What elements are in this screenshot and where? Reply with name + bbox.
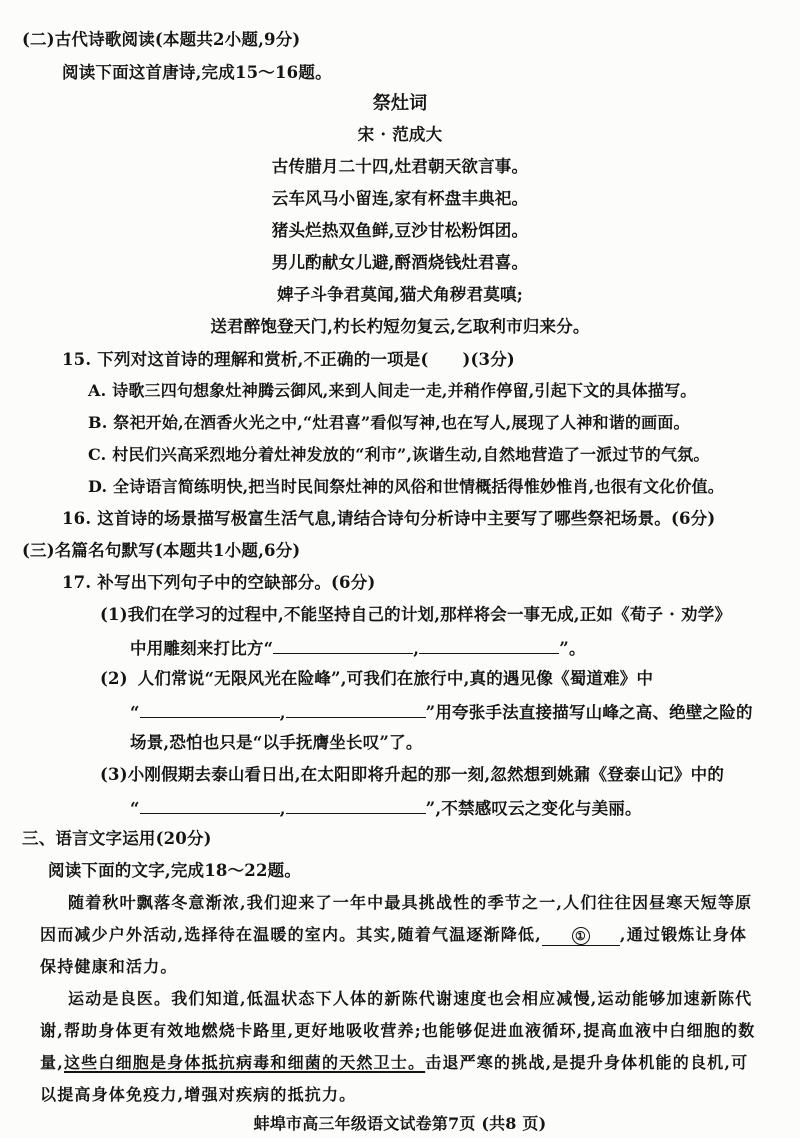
- poem-author: 宋 · 范成大: [357, 125, 443, 144]
- poem-title: 祭灶词: [372, 93, 428, 114]
- q17-item2-line3: 场景,恐怕也只是“以手抚膺坐长叹”了。: [130, 733, 423, 752]
- q17-item3-blank-1[interactable]: [140, 797, 280, 814]
- q15-stem-text: 15. 下列对这首诗的理解和赏析,不正确的一项是(: [62, 350, 429, 369]
- passage-text: ,通过锻炼让身体: [619, 925, 748, 944]
- passage-p1-line1: 随着秋叶飘落冬意渐浓,我们迎来了一年中最具挑战性的季节之一,人们往往因昼寒天短等原: [68, 893, 753, 912]
- part3-heading: 三、语言文字运用(20分): [22, 829, 212, 848]
- q17-item2-blank-2[interactable]: [286, 701, 426, 718]
- q17-item3-line1: (3)小刚假期去泰山看日出,在太阳即将升起的那一刻,忽然想到姚鼐《登泰山记》中的: [100, 765, 725, 784]
- open-quote: “: [130, 703, 140, 722]
- q17-item1-blank-2[interactable]: [419, 637, 559, 654]
- q16-stem: 16. 这首诗的场景描写极富生活气息,请结合诗句分析诗中主要写了哪些祭祀场景。(6分): [62, 509, 716, 528]
- q17-item1-line2: [130, 637, 586, 659]
- underlined-sentence: 这些白细胞是身体抵抗病毒和细菌的天然卫士。: [63, 1053, 426, 1072]
- q17-item3-blank-2[interactable]: [286, 797, 426, 814]
- q17-stem: 17. 补写出下列句子中的空缺部分。(6分): [62, 573, 376, 592]
- passage-text: 量,: [40, 1053, 64, 1072]
- q17-item2-line2: [130, 701, 753, 723]
- section3-heading: (三)名篇名句默写(本题共1小题,6分): [22, 541, 301, 560]
- q17-item1-blank-1[interactable]: [273, 637, 413, 654]
- q17-item3-line2: [130, 797, 642, 819]
- q15-option-c: C. 村民们兴高采烈地分着灶神发放的“利市”,诙谐生动,自然地营造了一派过节的气氛。: [88, 445, 710, 464]
- passage-p2-line3: [40, 1053, 748, 1073]
- separator: ,: [279, 703, 286, 722]
- part3-instruction: 阅读下面的文字,完成18～22题。: [48, 861, 302, 880]
- passage-text: 击退严寒的挑战,是提升身体机能的良机,可: [425, 1053, 749, 1072]
- separator: ,: [279, 799, 286, 818]
- q17-item2-blank-1[interactable]: [140, 701, 280, 718]
- passage-p1-line2: [40, 925, 747, 946]
- passage-p2-line2: 谢,帮助身体更有效地燃烧卡路里,更好地吸收营养;也能够促进血液循环,提高血液中白细胞的数: [40, 1021, 756, 1040]
- poem-line: 送君醉饱登天门,杓长杓短勿复云,乞取利市归来分。: [210, 317, 590, 336]
- poem-line: 古传腊月二十四,灶君朝天欲言事。: [271, 157, 529, 176]
- poem-line: 婢子斗争君莫闻,猫犬角秽君莫嗔;: [276, 285, 524, 304]
- q17-item1-line1: (1)我们在学习的过程中,不能坚持自己的计划,那样将会一事无成,正如《荀子 · 劝学》: [100, 605, 732, 624]
- q15-stem: [62, 349, 515, 370]
- section2-heading: (二)古代诗歌阅读(本题共2小题,9分): [22, 30, 301, 49]
- q17-item1-prefix: 中用雕刻来打比方“: [130, 639, 274, 658]
- q15-score: )(3分): [462, 350, 515, 369]
- separator: ,: [413, 639, 420, 658]
- q15-option-b: B. 祭祀开始,在酒香火光之中,“灶君喜”看似写神,也在写人,展现了人神和谐的画面。: [88, 413, 690, 432]
- blank-marker-1: ①: [572, 927, 590, 945]
- q15-option-a: A. 诗歌三四句想象灶神腾云御风,来到人间走一走,并稍作停留,引起下文的具体描写。: [88, 381, 697, 400]
- passage-p2-line4: 以提高身体免疫力,增强对疾病的抵抗力。: [40, 1085, 357, 1104]
- q17-item3-suffix: ”,不禁感叹云之变化与美丽。: [425, 799, 642, 818]
- passage-p1-line3: 保持健康和活力。: [40, 957, 178, 976]
- open-quote: “: [130, 799, 140, 818]
- q17-item2-line1: (2) 人们常说“无限风光在险峰”,可我们在旅行中,真的遇见像《蜀道难》中: [100, 669, 654, 688]
- poem-line: 云车风马小留连,家有杯盘丰典祀。: [271, 189, 529, 208]
- q15-option-d: D. 全诗语言简练明快,把当时民间祭灶神的风俗和世情概括得惟妙惟肖,也很有文化价值。: [88, 477, 724, 496]
- q17-item2-suffix: ”用夸张手法直接描写山峰之高、绝壁之险的: [425, 703, 753, 722]
- passage-blank-1[interactable]: [542, 926, 620, 946]
- page-footer: 蚌埠市高三年级语文试卷第7页 (共8 页): [253, 1114, 547, 1133]
- q17-item1-suffix: ”。: [559, 639, 586, 658]
- poem-line: 男儿酌献女儿避,酹酒烧钱灶君喜。: [271, 253, 529, 272]
- passage-text: 因而减少户外活动,选择待在温暖的室内。其实,随着气温逐渐降低,: [40, 925, 542, 944]
- q15-answer-blank[interactable]: [429, 349, 463, 365]
- section2-instruction: 阅读下面这首唐诗,完成15～16题。: [62, 63, 332, 82]
- passage-p2-line1: 运动是良医。我们知道,低温状态下人体的新陈代谢速度也会相应减慢,运动能够加速新陈代: [68, 989, 753, 1008]
- poem-line: 猪头烂热双鱼鲜,豆沙甘松粉饵团。: [271, 221, 529, 240]
